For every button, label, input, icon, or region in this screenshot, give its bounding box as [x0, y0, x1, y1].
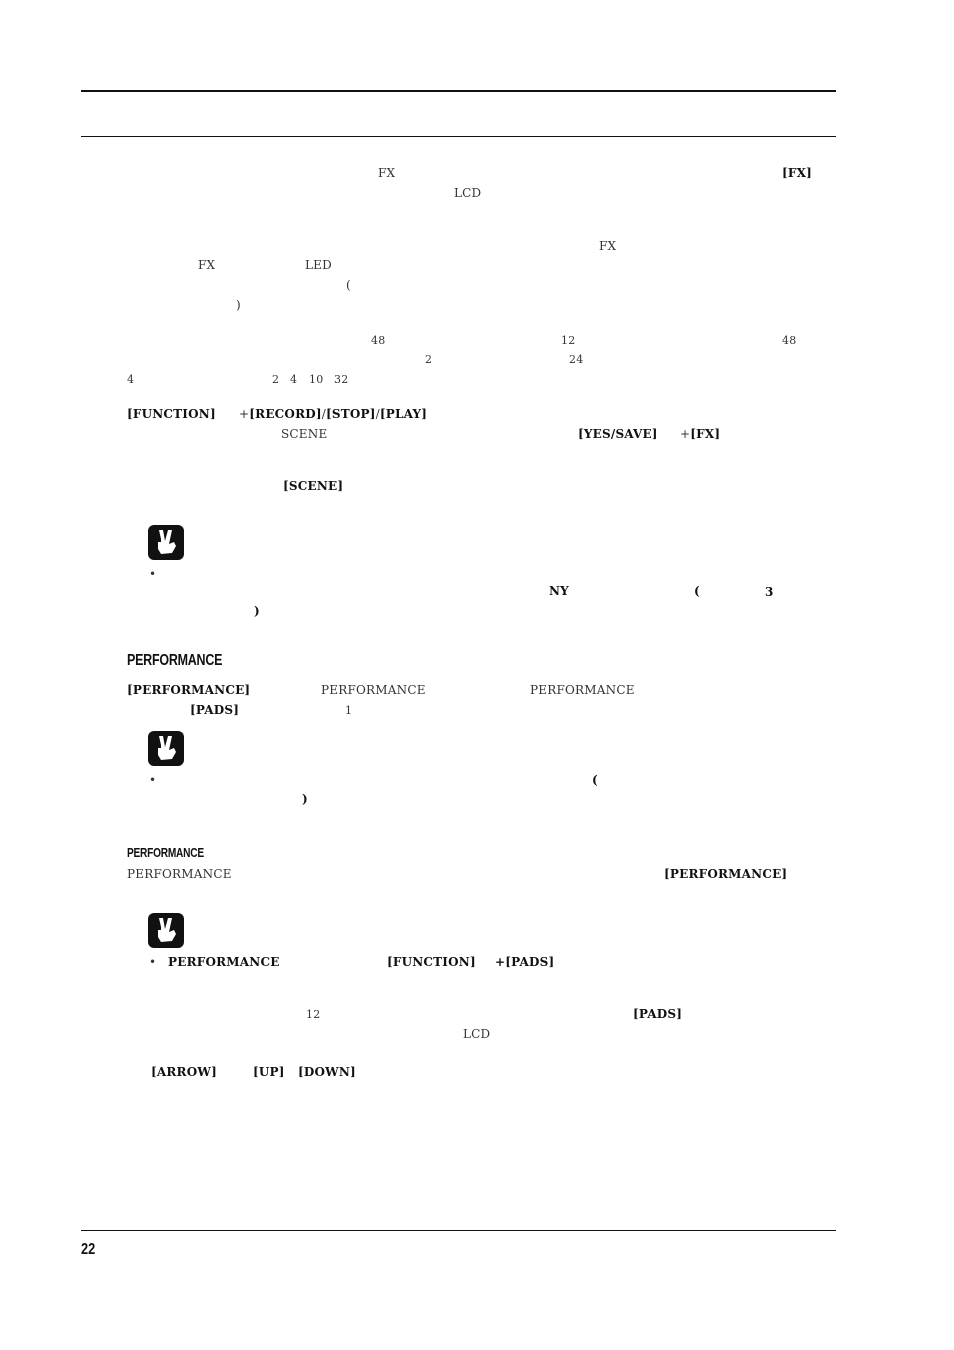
number: 2	[425, 353, 433, 366]
text-fragment: (	[694, 584, 700, 598]
key-label: [RECORD]	[249, 407, 322, 421]
separator: /	[321, 407, 326, 421]
number: 4	[290, 373, 298, 386]
text-fragment: FX	[378, 166, 396, 180]
key-label: [PADS]	[190, 703, 240, 717]
key-label: [PERFORMANCE]	[664, 867, 788, 881]
text-fragment	[680, 427, 720, 441]
key-label: [PADS]	[633, 1007, 683, 1021]
key-label: [FUNCTION]	[127, 407, 216, 421]
text-fragment: LCD	[463, 1027, 491, 1041]
text-fragment: FX	[198, 258, 216, 272]
bullet: •	[149, 773, 157, 787]
footer-rule	[81, 1230, 836, 1231]
number: 4	[127, 373, 135, 386]
text-fragment: )	[236, 298, 241, 312]
text-fragment: LED	[305, 258, 332, 272]
text-fragment: PERFORMANCE	[321, 683, 426, 697]
key-label: [PLAY]	[379, 407, 428, 421]
number: 24	[569, 353, 584, 366]
hand-peace-icon	[148, 525, 184, 560]
key-label: [FX]	[690, 427, 721, 441]
text-fragment: PERFORMANCE	[168, 955, 280, 969]
text-fragment: 3	[765, 585, 774, 599]
number: 1	[345, 704, 353, 717]
hand-peace-icon	[148, 913, 184, 948]
key-label: [UP]	[253, 1065, 285, 1079]
bullet: •	[149, 567, 157, 581]
header-rule-bottom	[81, 136, 836, 137]
plus-sign: +	[239, 407, 250, 421]
page-number: 22	[81, 1241, 96, 1258]
bullet: •	[149, 955, 157, 969]
text-fragment: LCD	[454, 186, 482, 200]
number: 12	[561, 334, 576, 347]
separator: /	[375, 407, 380, 421]
text-fragment: )	[254, 604, 260, 618]
number: 2	[272, 373, 280, 386]
key-label: [ARROW]	[151, 1065, 217, 1079]
hand-peace-icon	[148, 731, 184, 766]
key-label: +[PADS]	[495, 955, 555, 969]
text-fragment: )	[302, 792, 308, 806]
key-label: [YES/SAVE]	[578, 427, 658, 441]
number: 48	[371, 334, 386, 347]
text-fragment: (	[346, 278, 351, 292]
text-fragment: SCENE	[281, 427, 328, 441]
section-heading: PERFORMANCE	[127, 652, 223, 669]
plus-sign: +	[680, 427, 691, 441]
subsection-heading: PERFORMANCE	[127, 845, 204, 860]
text-fragment: PERFORMANCE	[530, 683, 635, 697]
key-label: [FUNCTION]	[387, 955, 476, 969]
key-label: [DOWN]	[298, 1065, 356, 1079]
key-label: [SCENE]	[283, 479, 344, 493]
text-fragment: PERFORMANCE	[127, 867, 232, 881]
text-fragment: NY	[549, 584, 569, 598]
key-label: [STOP]	[325, 407, 376, 421]
text-fragment: (	[592, 773, 598, 787]
number: 32	[334, 373, 349, 386]
text-fragment: FX	[599, 239, 617, 253]
number: 12	[306, 1008, 321, 1021]
number: 48	[782, 334, 797, 347]
key-label: [PERFORMANCE]	[127, 683, 251, 697]
header-rule-top	[81, 90, 836, 92]
number: 10	[309, 373, 324, 386]
text-fragment	[239, 407, 427, 421]
key-label: [FX]	[782, 166, 812, 180]
